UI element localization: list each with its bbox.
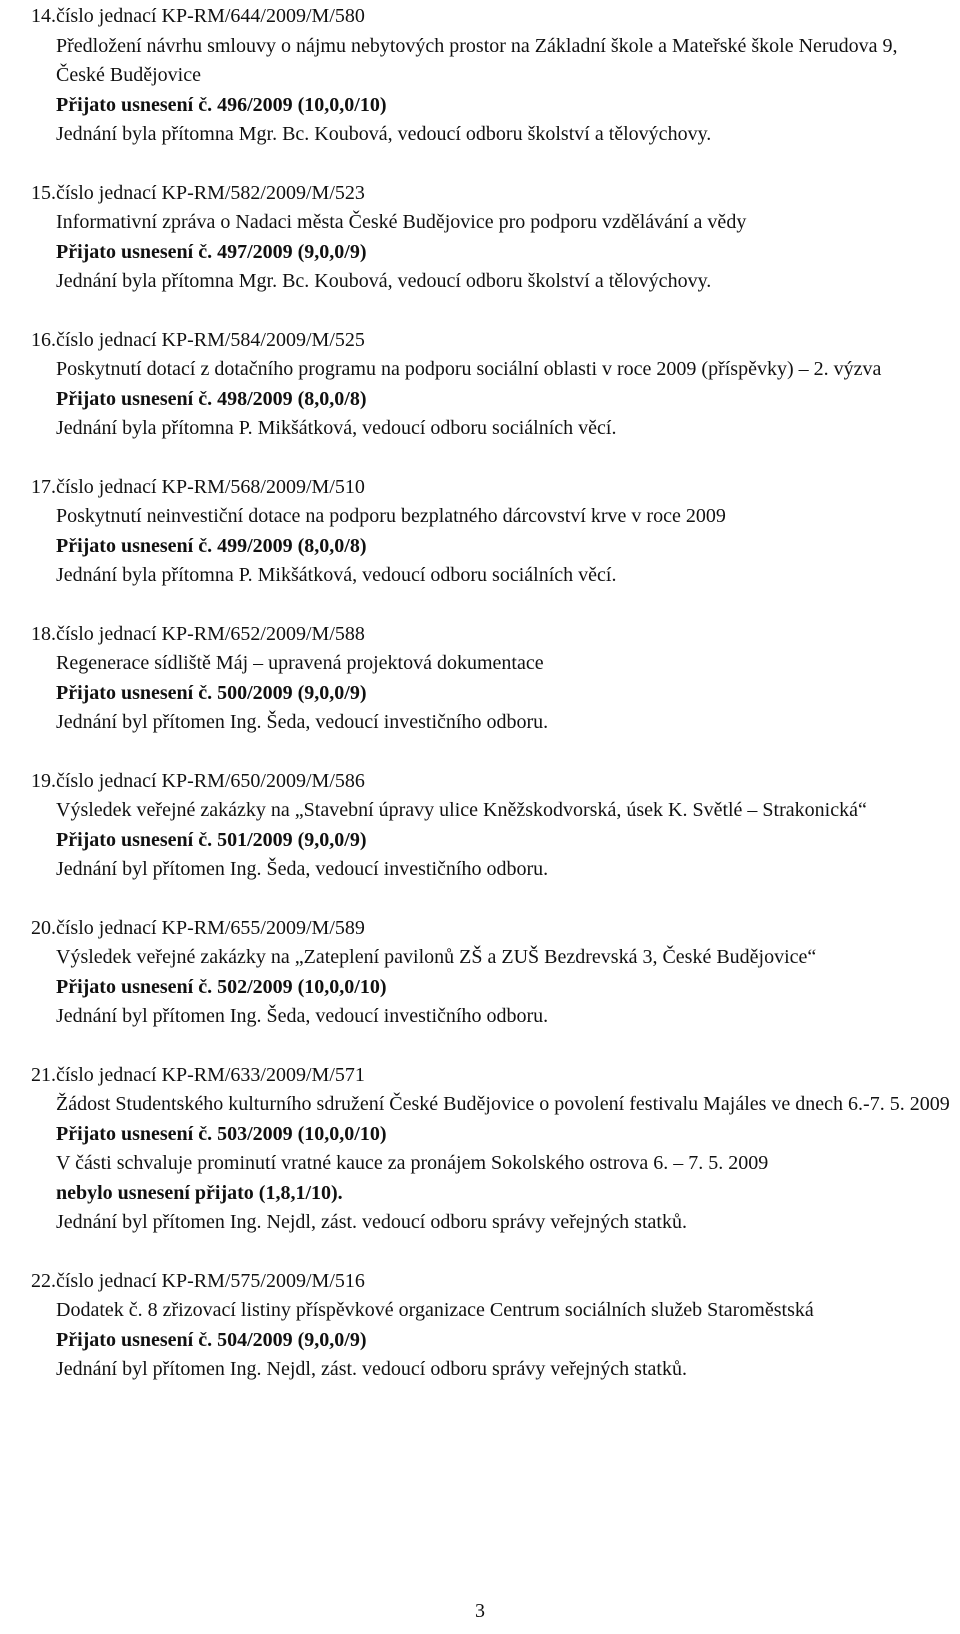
item-subject: Výsledek veřejné zakázky na „Stavební úpravy ulice Kněžskodvorská, úsek K. Světlé – Strakonická“: [56, 799, 867, 821]
item-ref: číslo jednací KP-RM/652/2009/M/588: [56, 622, 365, 645]
item-content: [56, 1267, 951, 1385]
item-not-approved: nebylo usnesení přijato (1,8,1/10).: [56, 1181, 343, 1204]
item-ref: číslo jednací KP-RM/582/2009/M/523: [56, 181, 365, 204]
item-number: 19.: [31, 769, 56, 792]
agenda-item-18: [0, 620, 960, 738]
item-content: [56, 767, 951, 885]
item-subject: Regenerace sídliště Máj – upravená projektová dokumentace: [56, 652, 544, 674]
item-attendance: Jednání byl přítomen Ing. Nejdl, zást. vedoucí odboru správy veřejných statků.: [56, 1211, 687, 1233]
item-content: [56, 179, 951, 297]
agenda-item-22: [0, 1267, 960, 1385]
item-attendance: Jednání byl přítomen Ing. Šeda, vedoucí investičního odboru.: [56, 1005, 549, 1027]
item-resolution: Přijato usnesení č. 497/2009 (9,0,0/9): [56, 240, 367, 263]
document-page: [0, 2, 960, 1414]
item-subject: Výsledek veřejné zakázky na „Zateplení pavilonů ZŠ a ZUŠ Bezdrevská 3, České Budějovice“: [56, 946, 817, 968]
item-content: [56, 1061, 951, 1238]
item-resolution: Přijato usnesení č. 500/2009 (9,0,0/9): [56, 681, 367, 704]
item-attendance: Jednání byla přítomna Mgr. Bc. Koubová, vedoucí odboru školství a tělovýchovy.: [56, 123, 712, 145]
item-ref: číslo jednací KP-RM/633/2009/M/571: [56, 1063, 365, 1086]
item-ref: číslo jednací KP-RM/568/2009/M/510: [56, 475, 365, 498]
item-ref: číslo jednací KP-RM/575/2009/M/516: [56, 1269, 365, 1292]
item-subject: Poskytnutí dotací z dotačního programu na podporu sociální oblasti v roce 2009 (příspěvky) – 2. výzva: [56, 358, 882, 380]
item-ref: číslo jednací KP-RM/655/2009/M/589: [56, 916, 365, 939]
item-attendance: Jednání byl přítomen Ing. Šeda, vedoucí investičního odboru.: [56, 711, 549, 733]
agenda-item-17: [0, 473, 960, 591]
item-ref: číslo jednací KP-RM/650/2009/M/586: [56, 769, 365, 792]
item-resolution: Přijato usnesení č. 502/2009 (10,0,0/10): [56, 975, 387, 998]
agenda-item-19: [0, 767, 960, 885]
item-content: [56, 473, 951, 591]
item-subject: Předložení návrhu smlouvy o nájmu nebytových prostor na Základní škole a Mateřské škole Nerudova 9, České Budějovice: [56, 34, 898, 86]
item-number: 20.: [31, 916, 56, 939]
item-resolution: Přijato usnesení č. 501/2009 (9,0,0/9): [56, 828, 367, 851]
item-attendance: Jednání byl přítomen Ing. Šeda, vedoucí investičního odboru.: [56, 858, 549, 880]
item-resolution: Přijato usnesení č. 503/2009 (10,0,0/10): [56, 1122, 387, 1145]
agenda-item-14: [0, 2, 960, 150]
item-number: 14.: [31, 5, 56, 27]
item-ref: číslo jednací KP-RM/584/2009/M/525: [56, 328, 365, 351]
item-subject: Poskytnutí neinvestiční dotace na podporu bezplatného dárcovství krve v roce 2009: [56, 505, 726, 527]
item-attendance: Jednání byla přítomna P. Mikšátková, vedoucí odboru sociálních věcí.: [56, 564, 617, 586]
item-number: 18.: [31, 622, 56, 645]
item-subject: Dodatek č. 8 zřizovací listiny příspěvkové organizace Centrum sociálních služeb Staroměstská: [56, 1299, 814, 1321]
item-number: 22.: [31, 1269, 56, 1292]
item-ref: číslo jednací KP-RM/644/2009/M/580: [56, 5, 365, 27]
item-number: 17.: [31, 475, 56, 498]
agenda-item-15: [0, 179, 960, 297]
agenda-item-20: [0, 914, 960, 1032]
item-subject: Informativní zpráva o Nadaci města České Budějovice pro podporu vzdělávání a vědy: [56, 211, 747, 233]
agenda-item-21: [0, 1061, 960, 1238]
item-content: [56, 326, 951, 444]
item-resolution: Přijato usnesení č. 499/2009 (8,0,0/8): [56, 534, 367, 557]
item-content: [56, 2, 951, 150]
item-number: 16.: [31, 328, 56, 351]
agenda-item-16: [0, 326, 960, 444]
item-resolution: Přijato usnesení č. 504/2009 (9,0,0/9): [56, 1328, 367, 1351]
item-resolution: Přijato usnesení č. 496/2009 (10,0,0/10): [56, 93, 387, 116]
item-attendance: Jednání byl přítomen Ing. Nejdl, zást. vedoucí odboru správy veřejných statků.: [56, 1358, 687, 1380]
item-partial-approval: V části schvaluje prominutí vratné kauce za pronájem Sokolského ostrova 6. – 7. 5. 2009: [56, 1152, 769, 1174]
item-attendance: Jednání byla přítomna P. Mikšátková, vedoucí odboru sociálních věcí.: [56, 417, 617, 439]
item-attendance: Jednání byla přítomna Mgr. Bc. Koubová, vedoucí odboru školství a tělovýchovy.: [56, 270, 712, 292]
item-content: [56, 914, 951, 1032]
item-resolution: Přijato usnesení č. 498/2009 (8,0,0/8): [56, 387, 367, 410]
page-number: 3: [475, 1600, 485, 1622]
item-number: 21.: [31, 1063, 56, 1086]
item-number: 15.: [31, 181, 56, 204]
item-subject: Žádost Studentského kulturního sdružení České Budějovice o povolení festivalu Majáles ve dnech 6.-7. 5. 2009: [56, 1093, 950, 1115]
item-content: [56, 620, 951, 738]
